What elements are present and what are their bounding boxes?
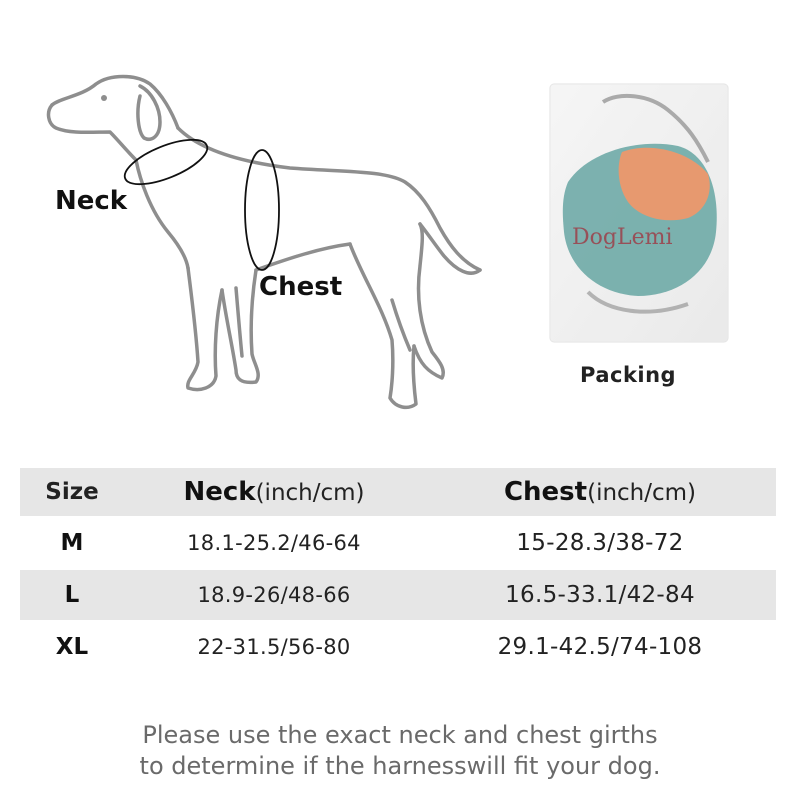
- packing-bag-image: [548, 82, 730, 344]
- table-row: [20, 570, 776, 620]
- header-chest: [504, 477, 696, 507]
- dog-outline-illustration: [0, 0, 540, 440]
- chest-cell: 29.1-42.5/74-108: [497, 634, 703, 660]
- chest-cell: 16.5-33.1/42-84: [505, 582, 695, 608]
- fit-note: [0, 720, 800, 782]
- neck-cell: 18.1-25.2/46-64: [187, 531, 361, 555]
- chest-cell: 15-28.3/38-72: [516, 530, 684, 556]
- size-chart-table: [20, 468, 776, 672]
- size-cell: L: [64, 582, 80, 608]
- table-row: [20, 622, 776, 672]
- chest-label: Chest: [259, 272, 343, 302]
- header-neck-unit: (inch/cm): [255, 480, 365, 506]
- neck-cell: 22-31.5/56-80: [197, 635, 351, 659]
- fit-note-line2: to determine if the harnesswill fit your dog.: [139, 752, 661, 780]
- neck-label: Neck: [55, 186, 128, 216]
- header-size: Size: [45, 479, 99, 505]
- table-header-row: [20, 468, 776, 516]
- header-neck-main: Neck: [183, 477, 256, 507]
- header-neck: [183, 477, 364, 507]
- header-chest-main: Chest: [503, 477, 588, 507]
- svg-text:DogLemi: DogLemi: [572, 225, 673, 250]
- table-row: [20, 518, 776, 568]
- neck-cell: 18.9-26/48-66: [197, 583, 351, 607]
- fit-note-line1: Please use the exact neck and chest girths: [142, 721, 658, 749]
- size-cell: XL: [55, 634, 89, 660]
- packing-label: Packing: [580, 363, 677, 387]
- header-chest-unit: (inch/cm): [587, 480, 697, 506]
- size-cell: M: [60, 530, 84, 556]
